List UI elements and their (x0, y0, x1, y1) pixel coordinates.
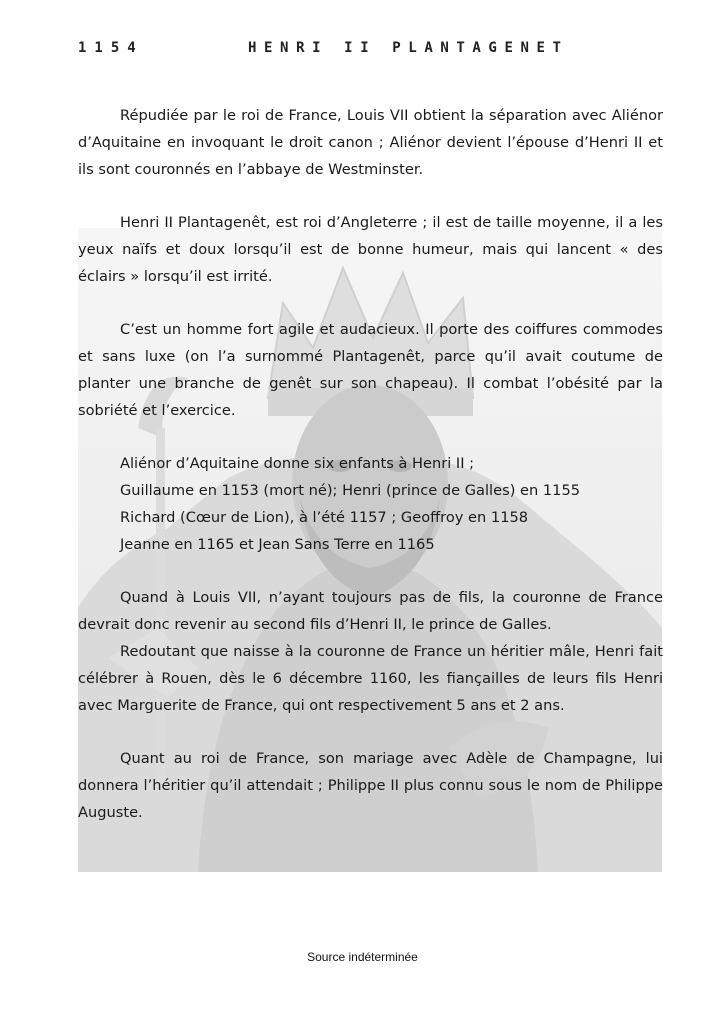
page-header (78, 40, 663, 60)
paragraph-philippe: Quant au roi de France, son mariage avec Adèle de Champagne, lui donnera l’héritier qu’il attendait ; Philippe II plus connu sous le nom de Philippe Auguste. (78, 750, 663, 821)
page-number: 1154 (78, 40, 144, 56)
paragraph-louis-vii: Quand à Louis VII, n’ayant toujours pas de fils, la couronne de France devrait donc revenir au second fils d’Henri II, le prince de Galles. (78, 589, 663, 634)
children-line-1: Guillaume en 1153 (mort né); Henri (prince de Galles) en 1155 (120, 482, 581, 500)
children-line-3: Jeanne en 1165 et Jean Sans Terre en 1165 (120, 535, 435, 553)
paragraph-repudiation: Répudiée par le roi de France, Louis VII obtient la séparation avec Aliénor d’Aquitaine en invoquant le droit canon ; Aliénor devient l’épouse d’Henri II et ils sont couronnés en l’abbaye de Westminster. (78, 107, 663, 178)
paragraph-betrothal: Redoutant que naisse à la couronne de France un héritier mâle, Henri fait célébrer à Rouen, dès le 6 décembre 1160, les fiançailles de leurs fils Henri avec Marguerite de France, qui ont respectivement 5 ans et 2 ans. (78, 642, 663, 714)
children-intro: Aliénor d’Aquitaine donne six enfants à Henri II ; (120, 455, 475, 473)
paragraph-character: C’est un homme fort agile et audacieux. Il porte des coiffures commodes et sans luxe (on l’a surnommé Plantagenêt, parce qu’il avait coutume de planter une branche de genêt sur son chapeau). Il combat l’obésité par la sobriété et l’exercice. (78, 321, 663, 419)
children-line-2: Richard (Cœur de Lion), à l’été 1157 ; Geoffroy en 1158 (120, 508, 529, 526)
source-footer: Source indéterminée (307, 950, 418, 964)
paragraph-description: Henri II Plantagenêt, est roi d’Angleterre ; il est de taille moyenne, il a les yeux naïfs et doux lorsqu’il est de bonne humeur, mais qui lancent « des éclairs » lorsqu’il est irrité. (78, 214, 663, 285)
page-title: HENRI II PLANTAGENET (248, 40, 569, 56)
body-text (78, 103, 663, 827)
